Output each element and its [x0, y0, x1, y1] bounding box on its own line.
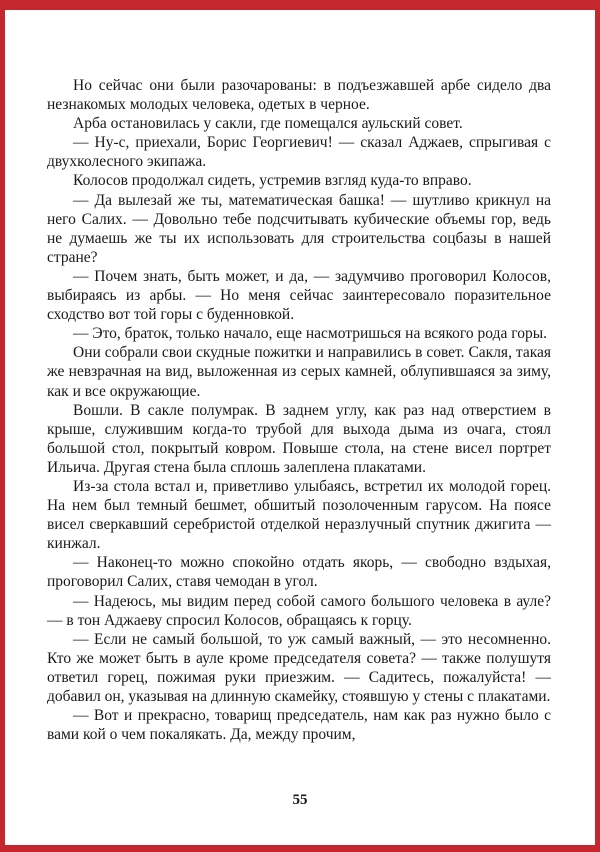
- paragraph: — Надеюсь, мы видим перед собой самого большого человека в ауле? — в тон Аджаеву спросил Колосов, обращаясь к горцу.: [47, 592, 551, 629]
- paragraph: — Да вылезай же ты, математическая башка! — шутливо крикнул на него Салих. — Довольно тебе подсчитывать кубические объемы гор, ведь не думаешь же ты их использовать для строительства соцбазы в нашей стране?: [47, 191, 551, 266]
- paragraph: Вошли. В сакле полумрак. В заднем углу, как раз над отверстием в крыше, служившим когда-то трубой для выхода дыма из очага, стоял большой стол, покрытый ковром. Повыше стола, на стене висел портрет Ильича. Другая стена была сплошь залеплена плакатами.: [47, 401, 551, 476]
- paragraph: — Ну-с, приехали, Борис Георгиевич! — сказал Аджаев, спрыгивая с двухколесного экипажа.: [47, 134, 551, 171]
- book-page: [5, 10, 595, 845]
- paragraph: Они собрали свои скудные пожитки и направились в совет. Сакля, такая же невзрачная на вид, выложенная из серых камней, облупившаяся за зиму, как и все окружающие.: [47, 344, 551, 400]
- paragraph: — Это, браток, только начало, еще насмотришься на всякого рода горы.: [73, 325, 547, 343]
- paragraph: Но сейчас они были разочарованы: в подъезжавшей арбе сидело два незнакомых молодых человека, одетых в черное.: [47, 77, 551, 114]
- paragraph: Колосов продолжал сидеть, устремив взгляд куда-то вправо.: [73, 172, 472, 190]
- paragraph: — Наконец-то можно спокойно отдать якорь, — свободно вздыхая, проговорил Салих, ставя чемодан в угол.: [47, 554, 551, 591]
- page-number: 55: [292, 792, 308, 808]
- page-text: [5, 10, 595, 744]
- paragraph: — Почем знать, быть может, и да, — задумчиво проговорил Колосов, выбираясь из арбы. — Но меня сейчас заинтересовало поразительное сходство вот той горы с буденновкой.: [47, 267, 551, 324]
- paragraph: Из-за стола встал и, приветливо улыбаясь, встретил их молодой горец. На нем был темный бешмет, обшитый позолоченным гарусом. На поясе висел сверкавший серебристой отделкой неразлучный спутник джигита — кинжал.: [47, 477, 551, 553]
- paragraph: — Если не самый большой, то уж самый важный, — это несомненно. Кто же может быть в ауле кроме председателя совета? — также полушутя ответил горец, пожимая руки приезжим. — Садитесь, пожалуйста! — добавил он, указывая на длинную скамейку, стоявшую у стены с плакатами.: [47, 630, 551, 705]
- paragraph: Арба остановилась у сакли, где помещался аульский совет.: [73, 115, 463, 133]
- paragraph: — Вот и прекрасно, товарищ председатель, нам как раз нужно было с вами кой о чем покалякать. Да, между прочим,: [47, 707, 551, 744]
